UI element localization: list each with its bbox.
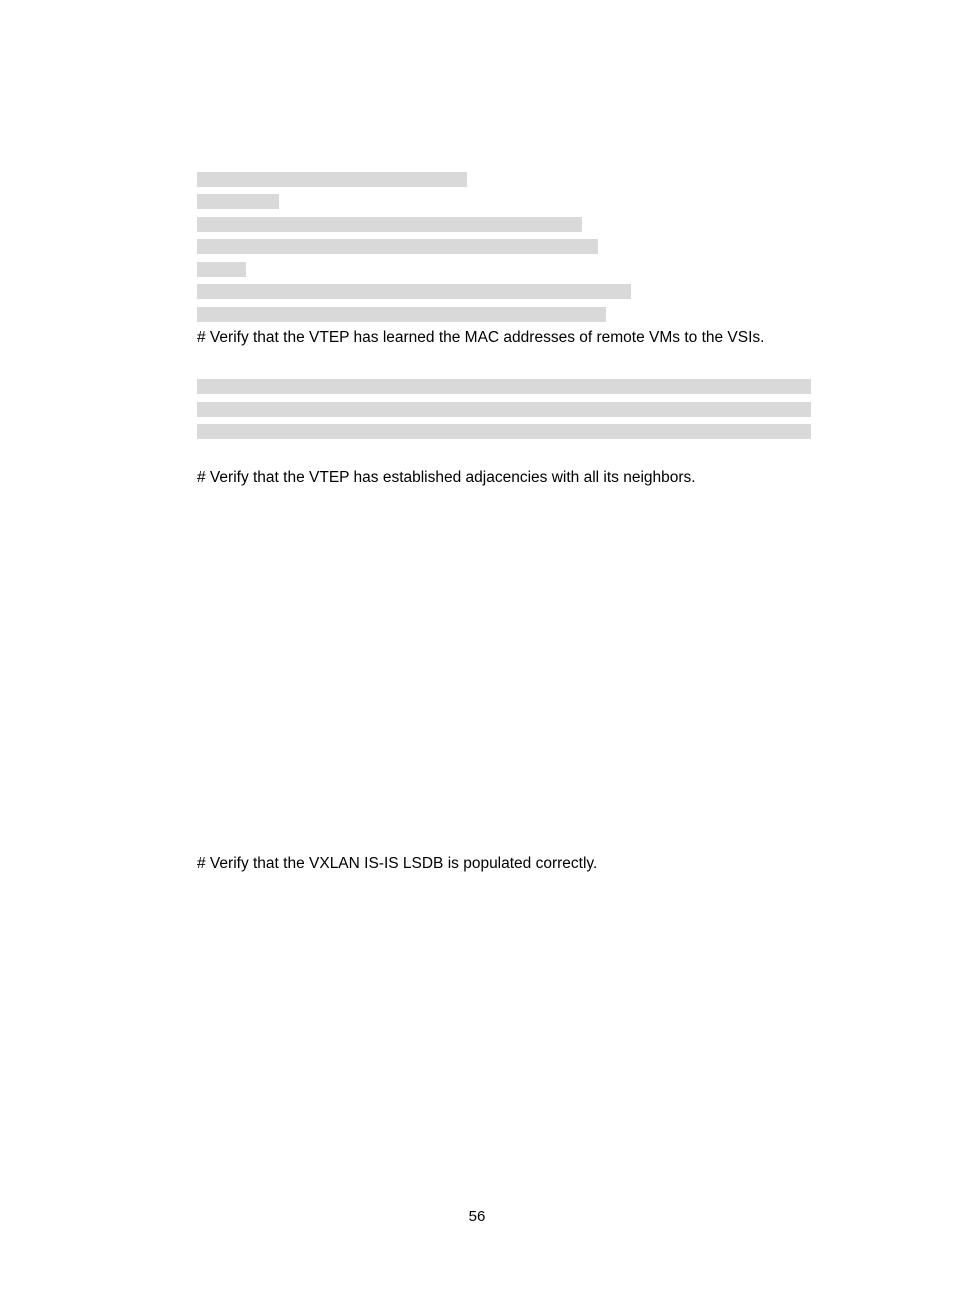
redacted-line [197, 402, 811, 417]
redacted-line [197, 307, 606, 322]
redacted-line [197, 262, 246, 277]
redacted-line [197, 379, 811, 394]
redacted-line [197, 217, 582, 232]
redacted-line [197, 424, 811, 439]
page-number: 56 [468, 1208, 486, 1225]
redacted-line [197, 172, 467, 187]
redacted-line [197, 284, 631, 299]
instruction-verify-lsdb: # Verify that the VXLAN IS-IS LSDB is populated correctly. [197, 855, 598, 872]
instruction-verify-adjacency: # Verify that the VTEP has established adjacencies with all its neighbors. [197, 469, 696, 486]
redacted-line [197, 239, 598, 254]
redacted-line [197, 194, 279, 209]
instruction-verify-mac: # Verify that the VTEP has learned the MAC addresses of remote VMs to the VSIs. [197, 329, 765, 346]
